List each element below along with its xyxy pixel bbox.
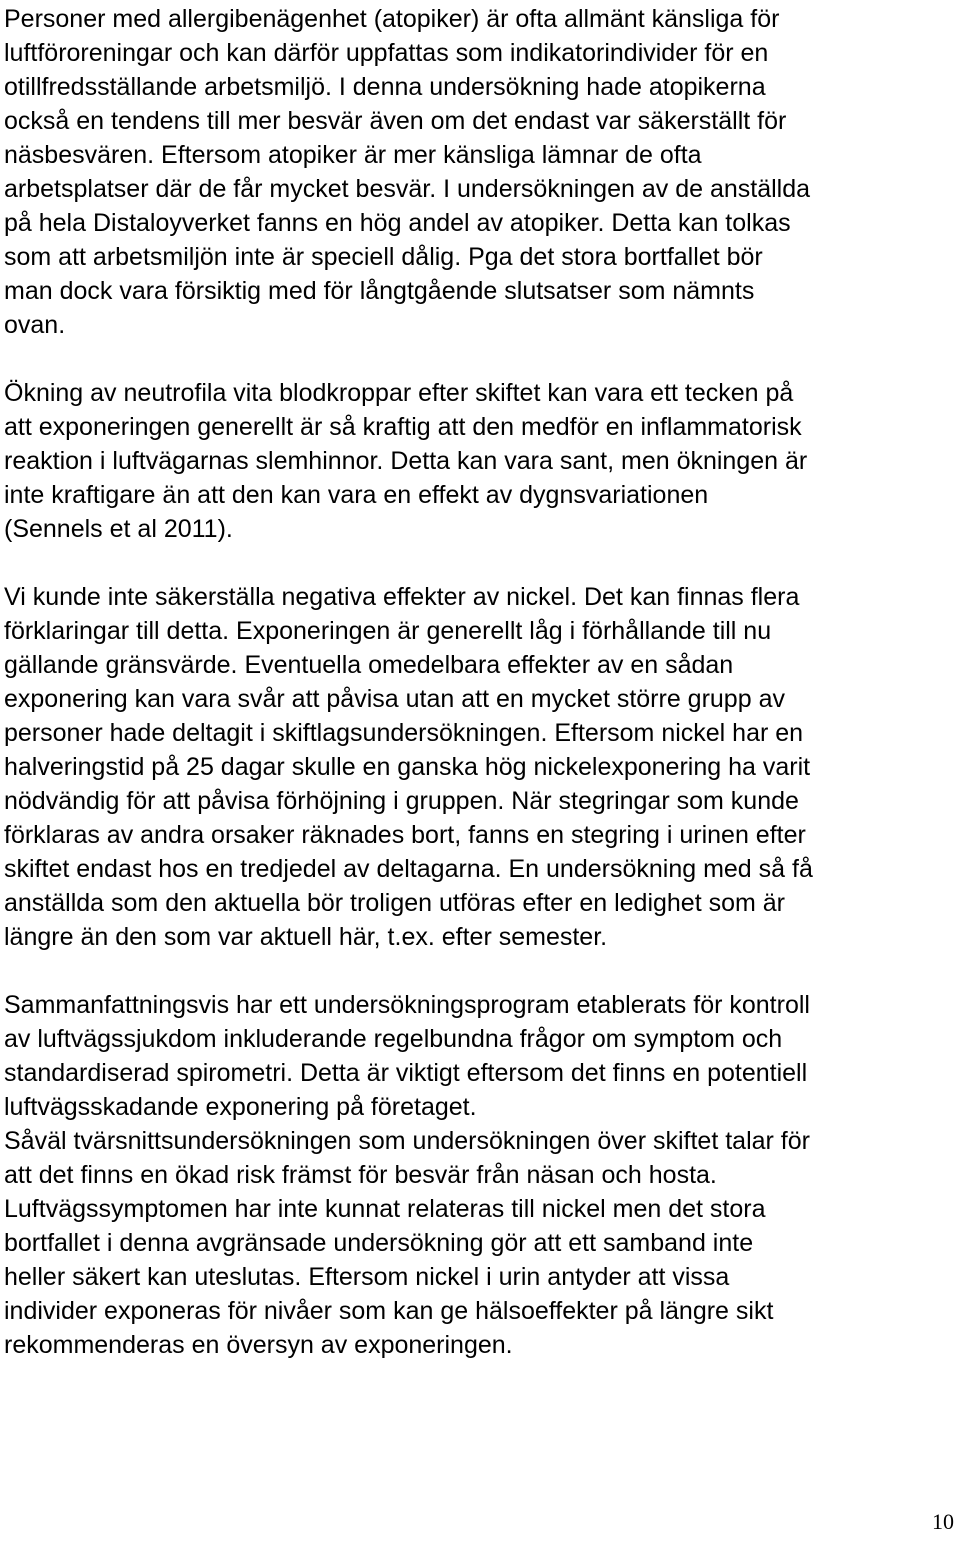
text-line: arbetsplatser där de får mycket besvär. I undersökningen av de anställda (4, 175, 811, 203)
text-line: ovan. (4, 311, 66, 339)
text-line: reaktion i luftvägarnas slemhinnor. Detta kan vara sant, men ökningen är (4, 447, 808, 475)
text-line: på hela Distaloyverket fanns en hög andel av atopiker. Detta kan tolkas (4, 209, 791, 237)
text-line: att det finns en ökad risk främst för besvär från näsan och hosta. (4, 1161, 717, 1189)
text-line: anställda som den aktuella bör troligen utföras efter en ledighet som är (4, 889, 786, 917)
text-line: (Sennels et al 2011). (4, 515, 233, 543)
text-line: förklaras av andra orsaker räknades bort, fanns en stegring i urinen efter (4, 821, 806, 849)
text-line: individer exponeras för nivåer som kan ge hälsoeffekter på längre sikt (4, 1297, 774, 1325)
text-line: näsbesvären. Eftersom atopiker är mer känsliga lämnar de ofta (4, 141, 702, 169)
text-line: heller säkert kan uteslutas. Eftersom nickel i urin antyder att vissa (4, 1263, 730, 1291)
text-line: rekommenderas en översyn av exponeringen. (4, 1331, 513, 1359)
text-line: skiftet endast hos en tredjedel av deltagarna. En undersökning med så få (4, 855, 813, 883)
paragraph-spacer (4, 342, 958, 376)
text-line: av luftvägssjukdom inkluderande regelbundna frågor om symptom och (4, 1025, 783, 1053)
paragraph-atopiker (4, 2, 958, 342)
text-line: personer hade deltagit i skiftlagsundersökningen. Eftersom nickel har en (4, 719, 804, 747)
text-line: luftvägsskadande exponering på företaget. (4, 1093, 477, 1121)
text-line: standardiserad spirometri. Detta är viktigt eftersom det finns en potentiell (4, 1059, 808, 1087)
paragraph-spacer (4, 546, 958, 580)
text-line: inte kraftigare än att den kan vara en effekt av dygnsvariationen (4, 481, 709, 509)
text-line: att exponeringen generellt är så kraftig att den medför en inflammatorisk (4, 413, 802, 441)
text-line: bortfallet i denna avgränsade undersökning gör att ett samband inte (4, 1229, 754, 1257)
text-line: halveringstid på 25 dagar skulle en ganska hög nickelexponering ha varit (4, 753, 811, 781)
text-line: Vi kunde inte säkerställa negativa effekter av nickel. Det kan finnas flera (4, 583, 800, 611)
text-line: otillfredsställande arbetsmiljö. I denna undersökning hade atopikerna (4, 73, 766, 101)
paragraph-sammanfattning (4, 988, 958, 1362)
page-number: 10 (932, 1509, 954, 1534)
text-line: också en tendens till mer besvär även om det endast var säkerställt för (4, 107, 787, 135)
paragraph-neutrofila (4, 376, 958, 546)
text-line: Såväl tvärsnittsundersökningen som undersökningen över skiftet talar för (4, 1127, 810, 1155)
document-body (4, 2, 958, 1362)
paragraph-spacer (4, 954, 958, 988)
text-line: exponering kan vara svår att påvisa utan att en mycket större grupp av (4, 685, 785, 713)
paragraph-nickel (4, 580, 958, 954)
text-line: Sammanfattningsvis har ett undersökningsprogram etablerats för kontroll (4, 991, 810, 1019)
text-line: Ökning av neutrofila vita blodkroppar efter skiftet kan vara ett tecken på (4, 379, 794, 407)
text-line: luftföroreningar och kan därför uppfattas som indikatorindivider för en (4, 39, 769, 67)
text-line: som att arbetsmiljön inte är speciell dålig. Pga det stora bortfallet bör (4, 243, 763, 271)
text-line: längre än den som var aktuell här, t.ex. efter semester. (4, 923, 608, 951)
text-line: Personer med allergibenägenhet (atopiker) är ofta allmänt känsliga för (4, 5, 780, 33)
text-line: gällande gränsvärde. Eventuella omedelbara effekter av en sådan (4, 651, 734, 679)
text-line: man dock vara försiktig med för långtgående slutsatser som nämnts (4, 277, 755, 305)
text-line: nödvändig för att påvisa förhöjning i gruppen. När stegringar som kunde (4, 787, 799, 815)
text-line: Luftvägssymptomen har inte kunnat relateras till nickel men det stora (4, 1195, 766, 1223)
text-line: förklaringar till detta. Exponeringen är generellt låg i förhållande till nu (4, 617, 772, 645)
